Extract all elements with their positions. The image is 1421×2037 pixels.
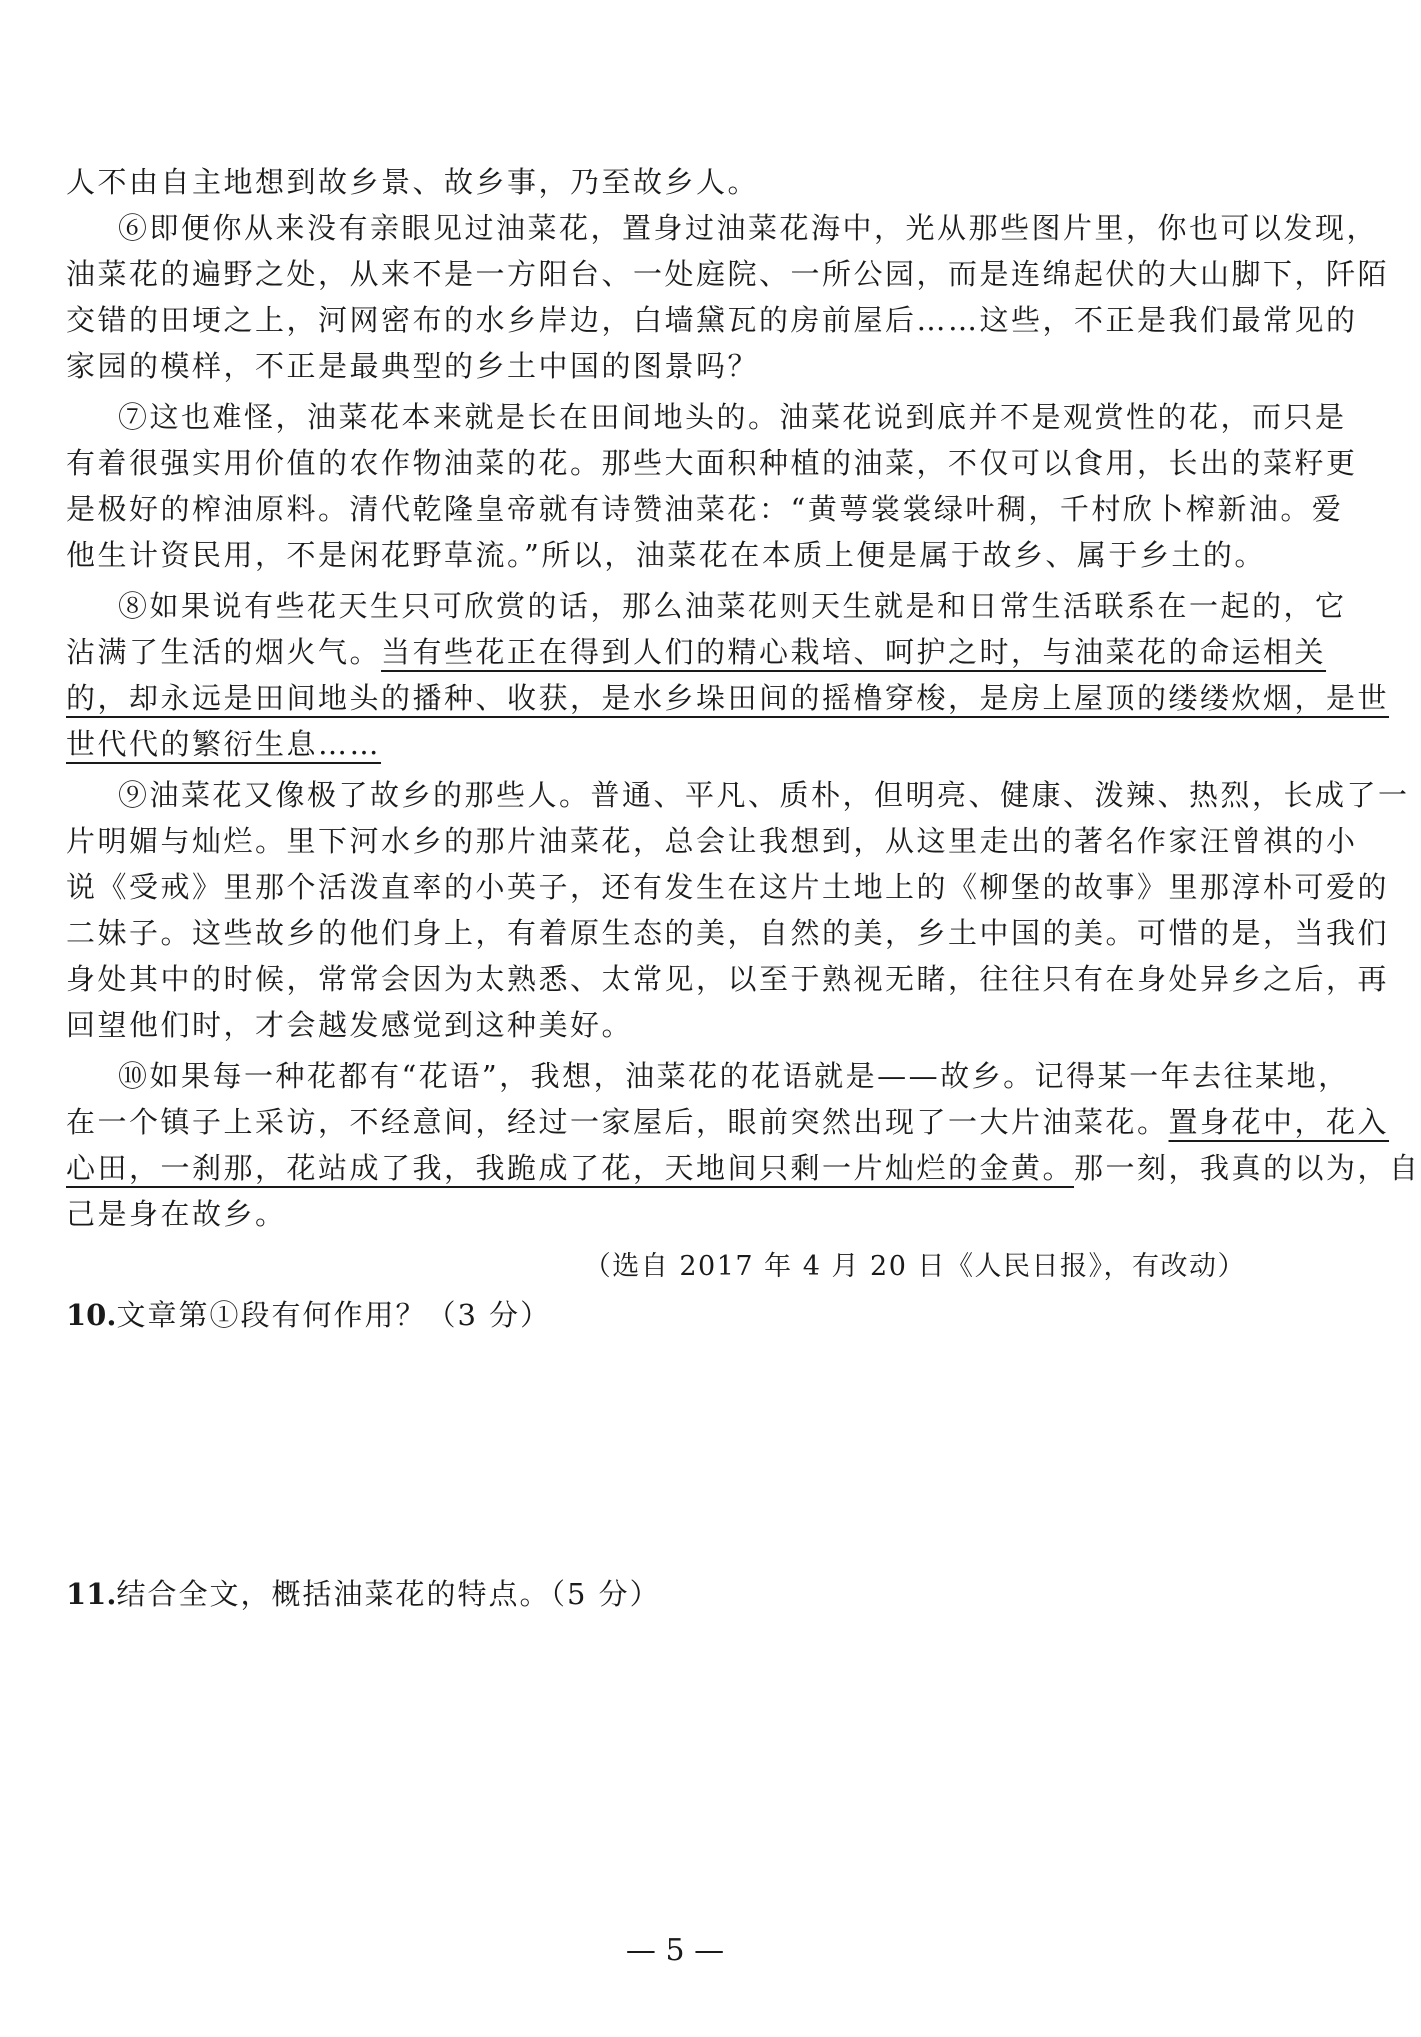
- paragraph-8-text: 沾满了生活的烟火气。: [66, 635, 382, 669]
- paragraph-6-line: 家园的模样，不正是最典型的乡土中国的图景吗？: [66, 349, 760, 383]
- paragraph-9-line: ⑨油菜花又像极了故乡的那些人。普通、平凡、质朴，但明亮、健康、泼辣、热烈，长成了一: [118, 778, 1410, 812]
- paragraph-10-text: 那一刻，我真的以为，自: [1074, 1151, 1421, 1185]
- underlined-passage: 的，却永远是田间地头的播种、收获，是水乡垛田间的摇橹穿梭，是房上屋顶的缕缕炊烟，是世: [66, 681, 1390, 715]
- paragraph-10-line: ⑩如果每一种花都有“花语”，我想，油菜花的花语就是——故乡。记得某一年去往某地，: [118, 1059, 1350, 1093]
- page-number: — 5 —: [625, 1933, 725, 1968]
- paragraph-7-line: 他生计资民用，不是闲花野草流。”所以，油菜花在本质上便是属于故乡、属于乡土的。: [66, 538, 1266, 572]
- question-11: [66, 1575, 661, 1613]
- underlined-passage: 置身花中，花入: [1168, 1105, 1390, 1139]
- paragraph-10-line: 己是身在故乡。: [66, 1197, 287, 1231]
- source-citation: （选自 2017 年 4 月 20 日《人民日报》，有改动）: [583, 1251, 1246, 1282]
- paragraph-6-line: ⑥即便你从来没有亲眼见过油菜花，置身过油菜花海中，光从那些图片里，你也可以发现，: [118, 211, 1379, 245]
- paragraph-10-line: [66, 1103, 1390, 1141]
- paragraph-line: 人不由自主地想到故乡景、故乡事，乃至故乡人。: [66, 165, 760, 199]
- paragraph-8-line: [66, 633, 1327, 671]
- paragraph-9-line: 片明媚与灿烂。里下河水乡的那片油菜花，总会让我想到，从这里走出的著名作家汪曾祺的小: [66, 824, 1358, 858]
- paragraph-10-line: [66, 1149, 1421, 1187]
- paragraph-9-line: 二妹子。这些故乡的他们身上，有着原生态的美，自然的美，乡土中国的美。可惜的是，当我们: [66, 916, 1390, 950]
- paragraph-7-line: 有着很强实用价值的农作物油菜的花。那些大面积种植的油菜，不仅可以食用，长出的菜籽更: [66, 446, 1358, 480]
- question-10: [66, 1296, 551, 1334]
- paragraph-6-line: 油菜花的遍野之处，从来不是一方阳台、一处庭院、一所公园，而是连绵起伏的大山脚下，阡陌: [66, 257, 1390, 291]
- underlined-passage: 心田，一刹那，花站成了我，我跪成了花，天地间只剩一片灿烂的金黄。: [66, 1151, 1075, 1185]
- paragraph-6-line: 交错的田埂之上，河网密布的水乡岸边，白墙黛瓦的房前屋后……这些，不正是我们最常见的: [66, 303, 1358, 337]
- question-number: 11.: [66, 1577, 117, 1611]
- underlined-passage: 当有些花正在得到人们的精心栽培、呵护之时，与油菜花的命运相关: [381, 635, 1327, 669]
- paragraph-8-line: ⑧如果说有些花天生只可欣赏的话，那么油菜花则天生就是和日常生活联系在一起的，它: [118, 589, 1347, 623]
- paragraph-8-line: [66, 725, 1246, 763]
- underlined-passage: 世代代的繁衍生息……: [66, 727, 382, 761]
- paragraph-7-line: ⑦这也难怪，油菜花本来就是长在田间地头的。油菜花说到底并不是观赏性的花，而只是: [118, 400, 1347, 434]
- question-text: 文章第①段有何作用？（3 分）: [116, 1298, 552, 1332]
- paragraph-9-line: 身处其中的时候，常常会因为太熟悉、太常见，以至于熟视无睹，往往只有在身处异乡之后，再: [66, 962, 1390, 996]
- question-number: 10.: [66, 1298, 117, 1332]
- paragraph-7-line: 是极好的榨油原料。清代乾隆皇帝就有诗赞油菜花：“黄萼裳裳绿叶稠，千村欣卜榨新油。爱: [66, 492, 1344, 526]
- paragraph-9-line: 回望他们时，才会越发感觉到这种美好。: [66, 1008, 634, 1042]
- paragraph-10-text: 在一个镇子上采访，不经意间，经过一家屋后，眼前突然出现了一大片油菜花。: [66, 1105, 1169, 1139]
- paragraph-9-line: 说《受戒》里那个活泼直率的小英子，还有发生在这片土地上的《柳堡的故事》里那淳朴可爱的: [66, 870, 1390, 904]
- question-text: 结合全文，概括油菜花的特点。（5 分）: [116, 1577, 661, 1611]
